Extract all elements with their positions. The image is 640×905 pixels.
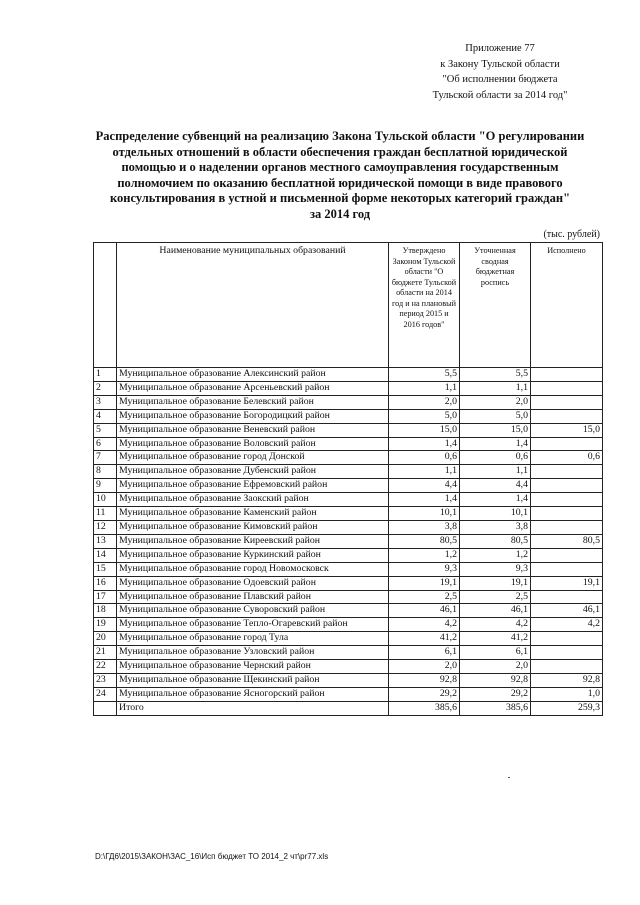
row-executed [531,437,603,451]
table-row [94,590,603,604]
row-approved: 15,0 [389,423,460,437]
title-line-6: за 2014 год [309,206,371,221]
row-approved: 1,1 [389,465,460,479]
header-executed: Исполнено [531,243,603,368]
row-index: 20 [94,632,117,646]
appendix-line-3: "Об исполнении бюджета [442,74,558,85]
row-approved: 2,0 [389,395,460,409]
row-index: 7 [94,451,117,465]
row-name: Муниципальное образование Киреевский район [117,534,389,548]
row-refined: 2,0 [460,660,531,674]
total-approved: 385,6 [389,701,460,715]
row-index: 8 [94,465,117,479]
row-approved: 19,1 [389,576,460,590]
appendix-line-1: Приложение 77 [465,43,535,54]
row-name: Муниципальное образование Веневский район [117,423,389,437]
row-name: Муниципальное образование Узловский район [117,646,389,660]
row-index: 5 [94,423,117,437]
row-refined: 9,3 [460,562,531,576]
row-refined: 80,5 [460,534,531,548]
row-refined: 10,1 [460,507,531,521]
row-refined: 2,0 [460,395,531,409]
row-executed [531,368,603,382]
table-row [94,368,603,382]
row-executed: 0,6 [531,451,603,465]
row-index: 24 [94,687,117,701]
table-row [94,576,603,590]
total-executed: 259,3 [531,701,603,715]
table-row [94,395,603,409]
row-name: Муниципальное образование город Донской [117,451,389,465]
row-name: Муниципальное образование Заокский район [117,493,389,507]
row-executed [531,632,603,646]
row-name: Муниципальное образование Плавский район [117,590,389,604]
row-index: 1 [94,368,117,382]
row-approved: 92,8 [389,673,460,687]
title-line-2: отдельных отношений в области обеспечения граждан бесплатной юридической [112,144,568,159]
table-row [94,423,603,437]
row-name: Муниципальное образование Ефремовский район [117,479,389,493]
row-executed [531,465,603,479]
subsidy-table [93,242,603,716]
table-row [94,534,603,548]
row-name: Муниципальное образование Богородицкий район [117,409,389,423]
table-row [94,660,603,674]
row-approved: 5,0 [389,409,460,423]
row-refined: 3,8 [460,520,531,534]
header-index [94,243,117,368]
file-path-footer: D:\ГД6\2015\ЗАКОН\ЗАС_16\Исп бюджет ТО 2014_2 чт\pr77.xls [95,852,329,861]
row-refined: 5,5 [460,368,531,382]
row-executed [531,562,603,576]
document-title [80,129,600,222]
table-row [94,381,603,395]
table-row [94,673,603,687]
table-row [94,409,603,423]
row-approved: 3,8 [389,520,460,534]
row-executed [531,409,603,423]
row-index: 21 [94,646,117,660]
units-label: (тыс. рублей) [543,229,600,240]
row-refined: 1,4 [460,437,531,451]
total-index [94,701,117,715]
row-name: Муниципальное образование Одоевский район [117,576,389,590]
row-index: 3 [94,395,117,409]
row-name: Муниципальное образование город Тула [117,632,389,646]
row-refined: 1,1 [460,381,531,395]
total-row [94,701,603,715]
row-approved: 1,4 [389,493,460,507]
row-index: 19 [94,618,117,632]
row-refined: 6,1 [460,646,531,660]
row-executed: 15,0 [531,423,603,437]
row-refined: 46,1 [460,604,531,618]
row-index: 17 [94,590,117,604]
row-index: 15 [94,562,117,576]
row-refined: 41,2 [460,632,531,646]
row-approved: 46,1 [389,604,460,618]
row-executed: 1,0 [531,687,603,701]
title-line-4: полномочием по оказанию бесплатной юридической помощи в виде правового [117,175,563,190]
row-name: Муниципальное образование Кимовский район [117,520,389,534]
row-approved: 29,2 [389,687,460,701]
row-name: Муниципальное образование Ясногорский район [117,687,389,701]
appendix-line-2: к Закону Тульской области [440,58,560,70]
row-index: 6 [94,437,117,451]
row-name: Муниципальное образование Щекинский район [117,673,389,687]
row-refined: 92,8 [460,673,531,687]
row-executed [531,646,603,660]
row-approved: 6,1 [389,646,460,660]
table-row [94,604,603,618]
row-approved: 2,5 [389,590,460,604]
row-approved: 41,2 [389,632,460,646]
row-approved: 1,4 [389,437,460,451]
title-line-1: Распределение субвенций на реализацию Закона Тульской области "О регулировании [95,129,585,143]
row-name: Муниципальное образование Алексинский район [117,368,389,382]
title-line-3: помощью и о наделении органов местного самоуправления государственным [121,160,559,174]
row-index: 11 [94,507,117,521]
row-executed [531,381,603,395]
title-line-5: консультирования в устной и письменной форме некоторых категорий граждан" [109,191,571,205]
row-refined: 4,4 [460,479,531,493]
row-refined: 4,2 [460,618,531,632]
row-name: Муниципальное образование Арсеньевский район [117,381,389,395]
row-refined: 1,1 [460,465,531,479]
row-refined: 1,2 [460,548,531,562]
row-approved: 10,1 [389,507,460,521]
row-refined: 29,2 [460,687,531,701]
appendix-line-4: Тульской области за 2014 год" [432,89,568,101]
row-refined: 2,5 [460,590,531,604]
row-refined: 1,4 [460,493,531,507]
row-approved: 4,4 [389,479,460,493]
row-index: 23 [94,673,117,687]
row-name: Муниципальное образование Дубенский район [117,465,389,479]
row-name: Муниципальное образование Воловский район [117,437,389,451]
header-name: Наименование муниципальных образований [117,243,389,368]
row-executed: 19,1 [531,576,603,590]
row-index: 12 [94,520,117,534]
row-index: 16 [94,576,117,590]
table-row [94,479,603,493]
header-approved: Утверждено Законом Тульской области "О бюджете Тульской области на 2014 год и на плановый период 2015 и 2016 годов" [389,243,460,368]
table-row [94,618,603,632]
row-approved: 9,3 [389,562,460,576]
row-name: Муниципальное образование Тепло-Огаревский район [117,618,389,632]
table-row [94,687,603,701]
row-index: 13 [94,534,117,548]
row-approved: 5,5 [389,368,460,382]
row-executed: 46,1 [531,604,603,618]
scan-speck [508,777,510,778]
row-name: Муниципальное образование Суворовский район [117,604,389,618]
row-index: 9 [94,479,117,493]
row-approved: 80,5 [389,534,460,548]
table-row [94,493,603,507]
total-refined: 385,6 [460,701,531,715]
row-executed [531,520,603,534]
row-approved: 0,6 [389,451,460,465]
row-executed: 80,5 [531,534,603,548]
total-label: Итого [117,701,389,715]
row-name: Муниципальное образование Каменский район [117,507,389,521]
header-refined: Уточненная сводная бюджетная роспись [460,243,531,368]
appendix-block [400,41,600,103]
table-body [94,368,603,702]
table-row [94,646,603,660]
table-row [94,451,603,465]
row-name: Муниципальное образование Куркинский район [117,548,389,562]
row-executed [531,493,603,507]
row-name: Муниципальное образование Чернский район [117,660,389,674]
table-header-row [94,243,603,368]
row-approved: 1,2 [389,548,460,562]
row-index: 18 [94,604,117,618]
table-row [94,520,603,534]
row-executed [531,479,603,493]
table-row [94,562,603,576]
row-approved: 2,0 [389,660,460,674]
row-index: 22 [94,660,117,674]
row-index: 10 [94,493,117,507]
table-row [94,507,603,521]
row-executed: 4,2 [531,618,603,632]
row-refined: 5,0 [460,409,531,423]
table-row [94,548,603,562]
row-index: 2 [94,381,117,395]
row-executed [531,660,603,674]
row-approved: 1,1 [389,381,460,395]
table-row [94,437,603,451]
row-refined: 15,0 [460,423,531,437]
row-executed [531,548,603,562]
row-index: 14 [94,548,117,562]
row-name: Муниципальное образование город Новомосковск [117,562,389,576]
row-executed: 92,8 [531,673,603,687]
row-index: 4 [94,409,117,423]
row-name: Муниципальное образование Белевский район [117,395,389,409]
row-executed [531,395,603,409]
row-refined: 19,1 [460,576,531,590]
table-row [94,632,603,646]
row-executed [531,507,603,521]
row-refined: 0,6 [460,451,531,465]
row-executed [531,590,603,604]
row-approved: 4,2 [389,618,460,632]
table-row [94,465,603,479]
